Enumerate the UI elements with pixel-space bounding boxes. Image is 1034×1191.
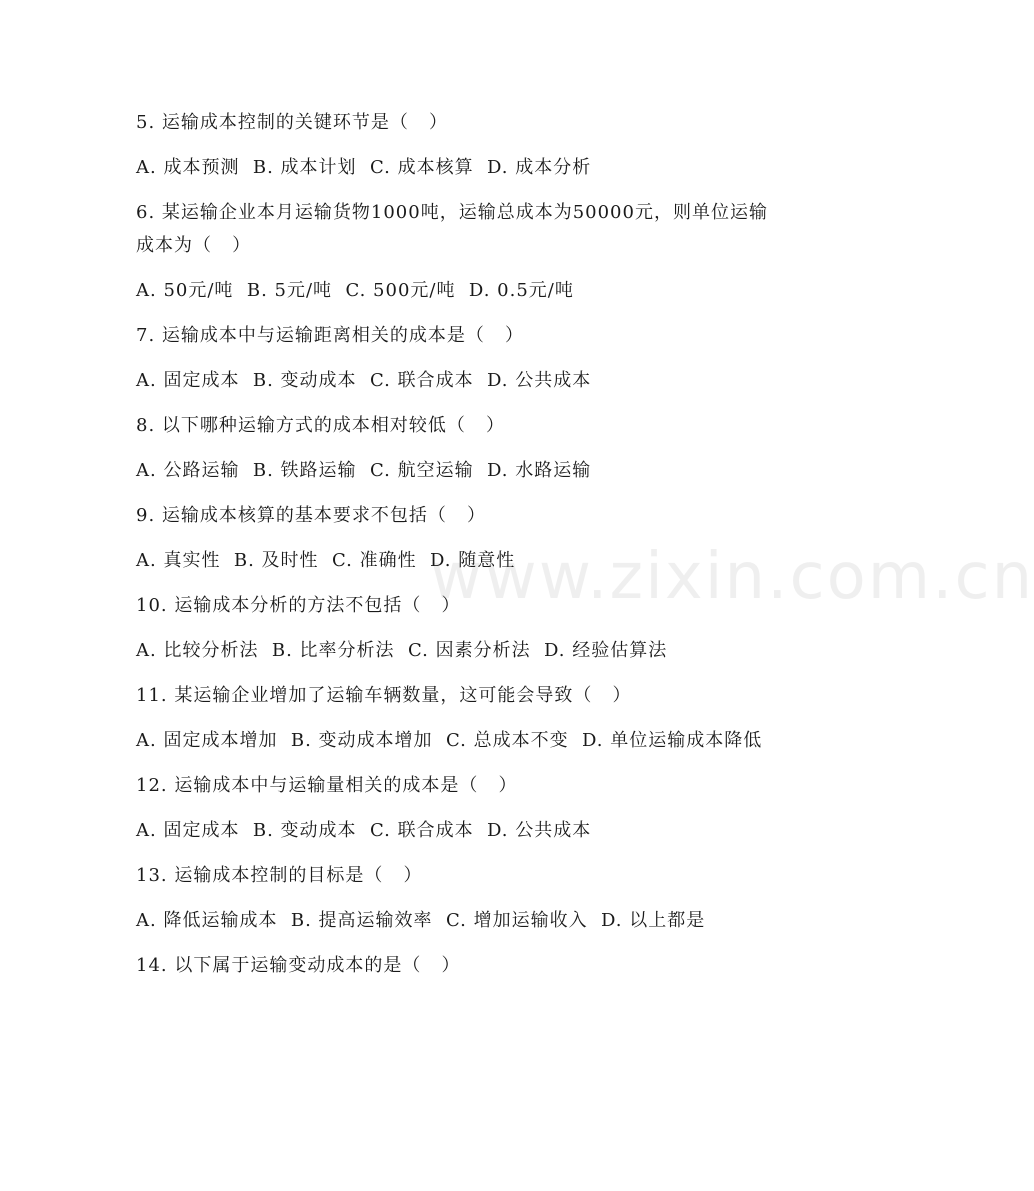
question-text: 8. 以下哪种运输方式的成本相对较低（ ）	[136, 415, 506, 436]
options-text: A. 真实性 B. 及时性 C. 准确性 D. 随意性	[136, 550, 516, 571]
question-list	[136, 106, 776, 994]
options-text: A. 公路运输 B. 铁路运输 C. 航空运输 D. 水路运输	[136, 460, 592, 481]
options-text: A. 成本预测 B. 成本计划 C. 成本核算 D. 成本分析	[136, 157, 592, 178]
watermark: www.zixin.com.cn	[430, 540, 1034, 614]
question-text: 11. 某运输企业增加了运输车辆数量，这可能会导致（ ）	[136, 685, 632, 706]
question-text: 14. 以下属于运输变动成本的是（ ）	[136, 955, 461, 976]
options-text: A. 50元/吨 B. 5元/吨 C. 500元/吨 D. 0.5元/吨	[136, 280, 574, 301]
options-text: A. 比较分析法 B. 比率分析法 C. 因素分析法 D. 经验估算法	[136, 640, 668, 661]
options-text: A. 固定成本 B. 变动成本 C. 联合成本 D. 公共成本	[136, 370, 592, 391]
question-text: 13. 运输成本控制的目标是（ ）	[136, 865, 423, 886]
question-text: 10. 运输成本分析的方法不包括（ ）	[136, 595, 461, 616]
question-text: 7. 运输成本中与运输距离相关的成本是（ ）	[136, 325, 525, 346]
question-text: 12. 运输成本中与运输量相关的成本是（ ）	[136, 775, 518, 796]
question-text: 6. 某运输企业本月运输货物1000吨，运输总成本为50000元，则单位运输成本为（ ）	[136, 202, 768, 256]
options-text: A. 降低运输成本 B. 提高运输效率 C. 增加运输收入 D. 以上都是	[136, 910, 706, 931]
options-text: A. 固定成本增加 B. 变动成本增加 C. 总成本不变 D. 单位运输成本降低	[136, 730, 763, 751]
question-text: 5. 运输成本控制的关键环节是（ ）	[136, 112, 449, 133]
question-text: 9. 运输成本核算的基本要求不包括（ ）	[136, 505, 487, 526]
options-text: A. 固定成本 B. 变动成本 C. 联合成本 D. 公共成本	[136, 820, 592, 841]
